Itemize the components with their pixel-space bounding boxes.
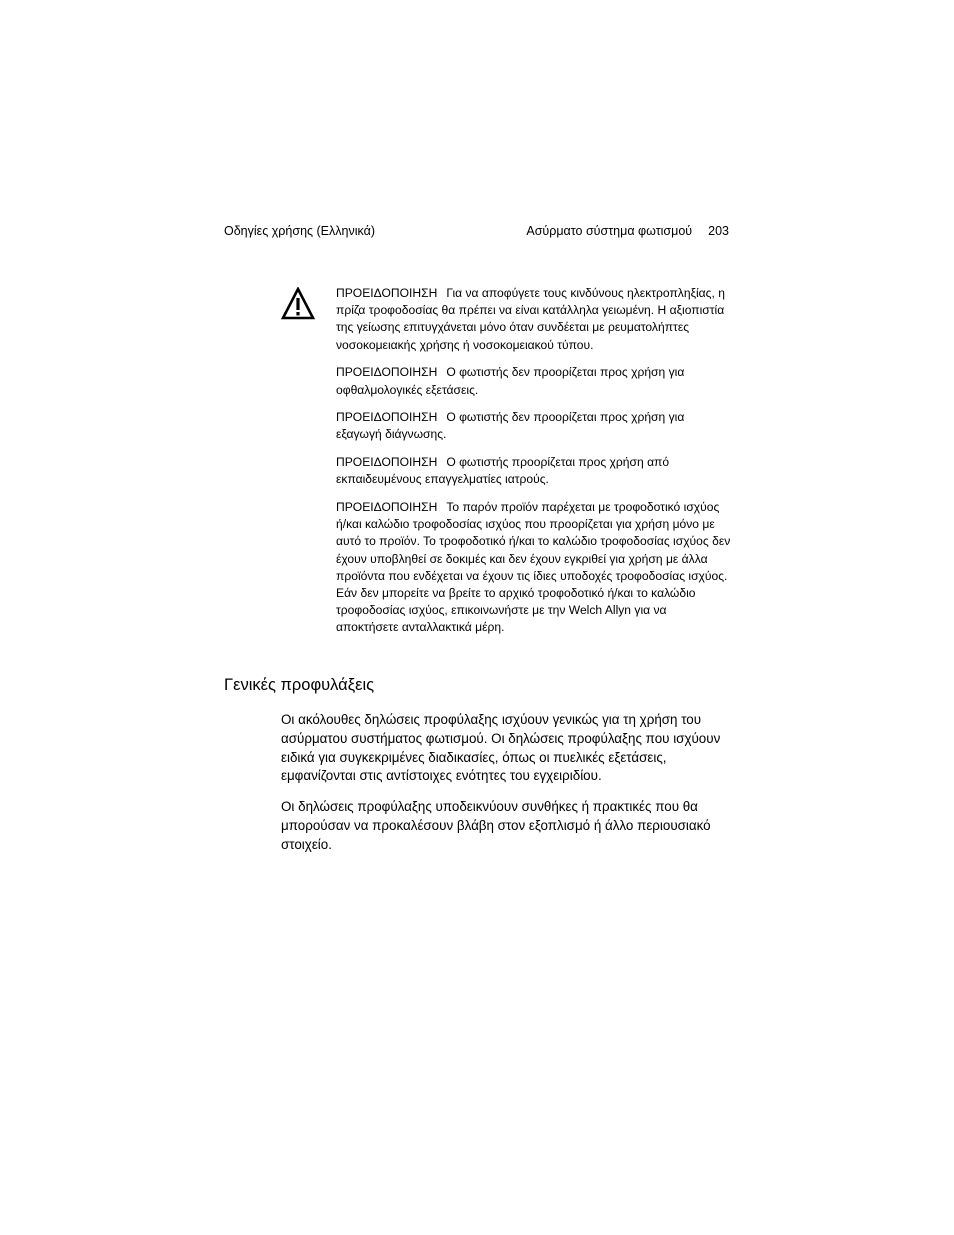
header-title: Ασύρματο σύστημα φωτισμού [526,224,693,238]
page-header-left: Οδηγίες χρήσης (Ελληνικά) [224,224,375,238]
warning-label: ΠΡΟΕΙΔΟΠΟΙΗΣΗ [336,365,438,380]
warning-label: ΠΡΟΕΙΔΟΠΟΙΗΣΗ [336,410,438,425]
page-header-right [526,224,729,238]
body-paragraph: Οι δηλώσεις προφύλαξης υποδεικνύουν συνθήκες ή πρακτικές που θα μπορούσαν να προκαλέσουν βλάβη στον εξοπλισμό ή άλλο περιουσιακό στοιχείο. [281,799,711,852]
warning-text: Ο φωτιστής προορίζεται προς χρήση από εκπαιδευμένους επαγγελματίες ιατρούς. [336,455,670,487]
warning-item [336,285,731,354]
warning-item [336,364,731,398]
warning-label: ΠΡΟΕΙΔΟΠΟΙΗΣΗ [336,286,438,300]
warning-text: Ο φωτιστής δεν προορίζεται προς χρήση για εξαγωγή διάγνωσης. [336,410,685,442]
warning-text: Το παρόν προϊόν παρέχεται με τροφοδοτικό ισχύος ή/και καλώδιο τροφοδοσίας ισχύος που προορίζεται για χρήση μόνο με αυτό το προϊόν. Το τροφοδοτικό ή/και το καλώδιο τροφοδοσίας ισχύος δεν έχουν υποβληθεί σε δοκιμές και δεν έχουν εγκριθεί για χρήση με άλλα προϊόντα που ενδέχεται να έχουν τις ίδιες υποδοχές τροφοδοσίας ισχύος. Εάν δεν μπορείτε να βρείτε το αρχικό τροφοδοτικό ή/και το καλώδιο τροφοδοσίας ισχύος, επικοινωνήστε με την Welch Allyn για να αποκτήσετε ανταλλακτικά μέρη. [336,500,731,635]
warning-item [336,409,731,443]
warning-label: ΠΡΟΕΙΔΟΠΟΙΗΣΗ [336,500,438,515]
warning-item [336,454,731,488]
section-body [281,711,731,867]
warnings-list [336,285,731,647]
warning-text: Ο φωτιστής δεν προορίζεται προς χρήση για οφθαλμολογικές εξετάσεις. [336,365,685,397]
section-heading: Γενικές προφυλάξεις [224,676,375,694]
warning-text: Για να αποφύγετε τους κινδύνους ηλεκτροπληξίας, η πρίζα τροφοδοσίας θα πρέπει να είναι κατάλληλα γειωμένη. Η αξιοπιστία της γείωσης επιτυγχάνεται μόνο όταν συνδέεται με ρευματολήπτες νοσοκομειακής χρήσης ή νοσοκομειακού τύπου. [336,286,725,352]
warning-label: ΠΡΟΕΙΔΟΠΟΙΗΣΗ [336,455,438,470]
warning-triangle-icon [281,287,315,321]
warning-item [336,499,731,637]
page-number: 203 [708,224,729,238]
body-paragraph: Οι ακόλουθες δηλώσεις προφύλαξης ισχύουν γενικώς για τη χρήση του ασύρματου συστήματος φωτισμού. Οι δηλώσεις προφύλαξης που ισχύουν ειδικά για συγκεκριμένες διαδικασίες, όπως οι πυελικές εξετάσεις, εμφανίζονται στις αντίστοιχες ενότητες του εγχειριδίου. [281,712,721,784]
